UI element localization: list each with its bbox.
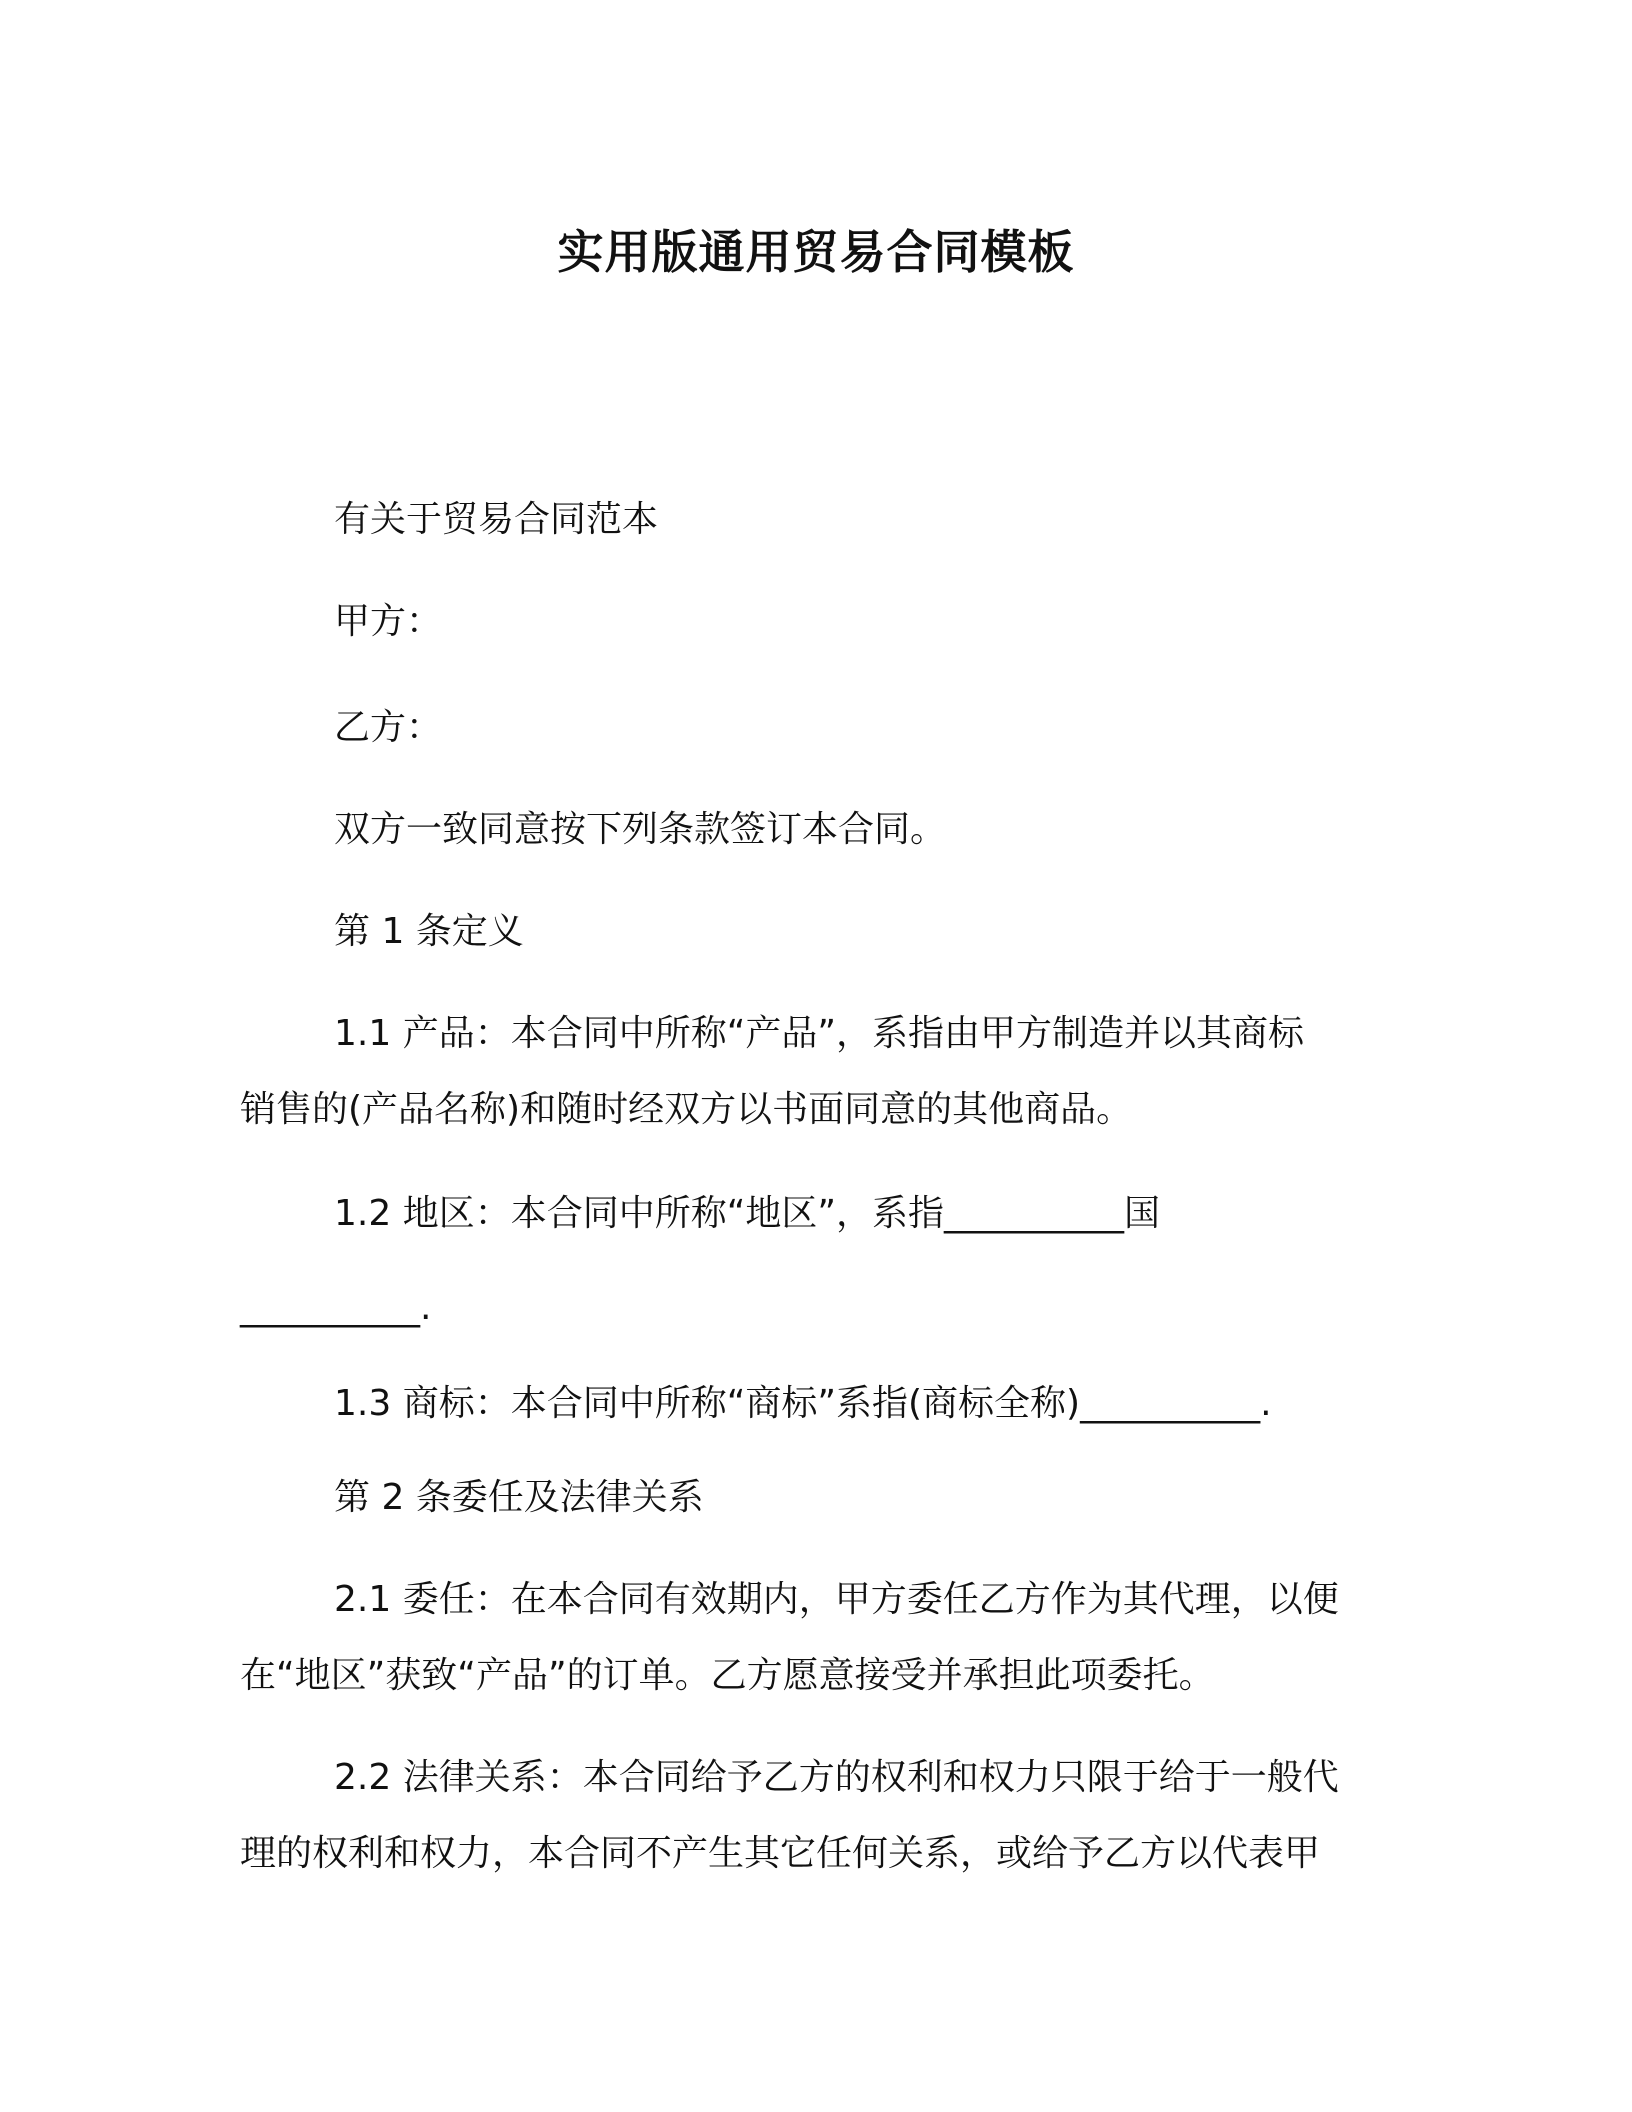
article-1-heading: 第 1 条定义 xyxy=(334,911,524,952)
subtitle-line: 有关于贸易合同范本 xyxy=(334,499,659,540)
article-2-heading: 第 2 条委任及法律关系 xyxy=(334,1477,704,1518)
clause-2-2-line-2: 理的权利和权力，本合同不产生其它任何关系，或给予乙方以代表甲 xyxy=(240,1833,1321,1874)
party-b-line: 乙方： xyxy=(334,707,443,748)
clause-2-1-line-2: 在“地区”获致“产品”的订单。乙方愿意接受并承担此项委托。 xyxy=(240,1655,1215,1696)
clause-1-3-line: 1.3 商标：本合同中所称“商标”系指(商标全称)__________. xyxy=(334,1383,1272,1424)
clause-1-1-line-1: 1.1 产品：本合同中所称“产品”，系指由甲方制造并以其商标 xyxy=(334,1013,1304,1054)
clause-1-1-line-2: 销售的(产品名称)和随时经双方以书面同意的其他商品。 xyxy=(240,1089,1133,1130)
clause-1-2-line-1: 1.2 地区：本合同中所称“地区”，系指__________国 xyxy=(334,1193,1160,1234)
clause-2-1-line-1: 2.1 委任：在本合同有效期内，甲方委任乙方作为其代理，以便 xyxy=(334,1579,1339,1620)
clause-1-2-line-2: __________. xyxy=(240,1287,432,1328)
party-a-line: 甲方： xyxy=(334,601,443,642)
agreement-line: 双方一致同意按下列条款签订本合同。 xyxy=(334,809,947,850)
document-title: 实用版通用贸易合同模板 xyxy=(557,225,1075,279)
clause-2-2-line-1: 2.2 法律关系：本合同给予乙方的权利和权力只限于给于一般代 xyxy=(334,1757,1339,1798)
